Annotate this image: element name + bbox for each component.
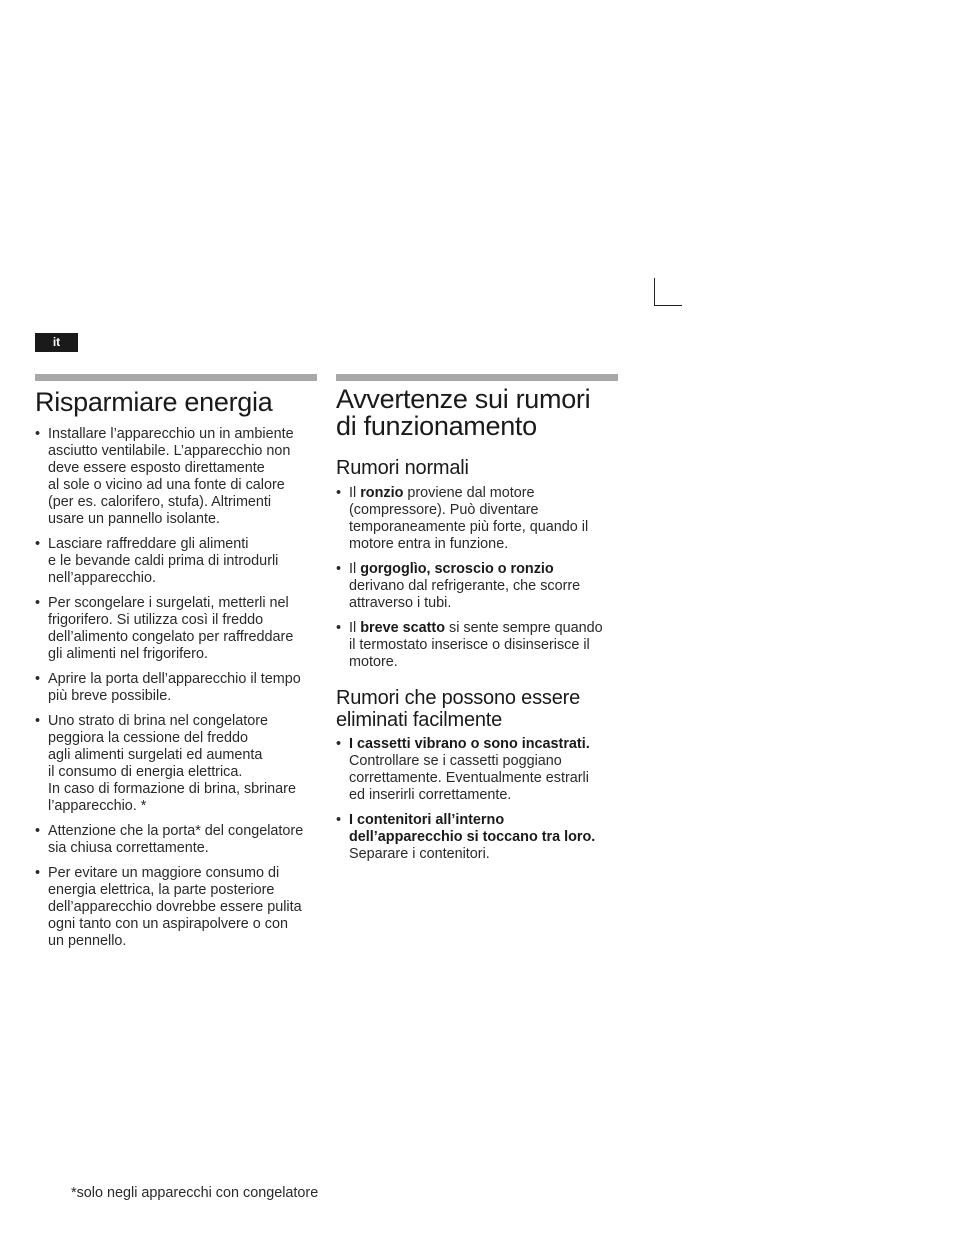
footnote: *solo negli apparecchi con congelatore [71,1185,319,1201]
text-line: • Installare l’apparecchio un in ambiente [48,426,294,442]
text-line: e le bevande caldi prima di introdurli [48,553,279,569]
text-line: l’apparecchio. * [48,798,147,814]
text-fragment: si sente sempre quando [445,620,603,636]
noise-name: breve scatto [360,620,445,636]
text-line: frigorifero. Si utilizza così il freddo [48,612,264,628]
energy-saving-title: Risparmiare energia [35,387,273,417]
text-line: (compressore). Può diventare [349,502,539,518]
list-item [336,736,618,804]
normal-noises-list [336,485,618,671]
text-line: dell’apparecchio si toccano tra loro. [349,829,596,845]
text-line: • Lasciare raffreddare gli alimenti [48,536,249,552]
text-line: ogni tanto con un aspirapolvere o con [48,916,289,932]
text-line: • Attenzione che la porta* del congelatore [48,823,304,839]
normal-noises-heading: Rumori normali [336,457,469,479]
text-line: • I cassetti vibrano o sono incastrati. [349,736,590,752]
list-item [336,812,618,863]
language-badge: it [35,333,78,352]
text-line: • Aprire la porta dell’apparecchio il tempo [48,671,301,687]
noise-name: gorgoglìo, scroscio o ronzio [360,561,554,577]
text-line: peggiora la cessione del freddo [48,730,249,746]
text-line: Controllare se i cassetti poggiano [349,753,562,769]
list-item [35,426,317,528]
list-item [35,671,317,705]
text-line [349,561,618,578]
text-fragment: Il [349,485,361,501]
text-line: asciutto ventilabile. L’apparecchio non [48,443,291,459]
noise-name: ronzio [360,485,404,501]
text-line: più breve possibile. [48,688,172,704]
text-line: sia chiusa correttamente. [48,840,209,856]
text-line: energia elettrica, la parte posteriore [48,882,275,898]
section-rule [35,374,317,381]
text-line: ed inserirli correttamente. [349,787,512,803]
list-item [35,865,317,950]
text-line: usare un pannello isolante. [48,511,221,527]
text-fragment: Il [349,561,361,577]
text-line: motore entra in funzione. [349,536,509,552]
crop-mark [654,278,682,306]
list-item [336,485,618,553]
text-fragment: Il [349,620,361,636]
energy-tips-list [35,426,317,950]
text-line: il consumo di energia elettrica. [48,764,243,780]
list-item [35,595,317,663]
text-fragment: proviene dal motore [403,485,535,501]
noise-title: Avvertenze sui rumori di funzionamento [336,384,591,441]
text-line: dell’alimento congelato per raffreddare [48,629,294,645]
text-line: al sole o vicino ad una fonte di calore [48,477,285,493]
text-line: • Uno strato di brina nel congelatore [48,713,268,729]
text-line: • Per scongelare i surgelati, metterli nel [48,595,289,611]
text-line: attraverso i tubi. [349,595,452,611]
removable-noises-heading: Rumori che possono essere eliminati facilmente [336,687,581,731]
text-line: nell’apparecchio. [48,570,157,586]
text-line [349,620,618,637]
text-line: In caso di formazione di brina, sbrinare [48,781,296,797]
list-item [35,713,317,815]
text-line: (per es. calorifero, stufa). Altrimenti [48,494,272,510]
list-item [35,536,317,587]
noise-section [336,374,618,871]
list-item [336,561,618,612]
text-line: un pennello. [48,933,127,949]
text-line: • Per evitare un maggiore consumo di [48,865,280,881]
removable-noises-list [336,736,618,863]
text-line: il termostato inserisce o disinserisce il [349,637,590,653]
text-line [349,485,618,502]
text-line: derivano dal refrigerante, che scorre [349,578,581,594]
list-item [35,823,317,857]
text-line: deve essere esposto direttamente [48,460,265,476]
list-item [336,620,618,671]
text-line: agli alimenti surgelati ed aumenta [48,747,263,763]
text-line: dell’apparecchio dovrebbe essere pulita [48,899,302,915]
text-line: Separare i contenitori. [349,846,490,862]
energy-saving-section [35,374,317,958]
text-line: gli alimenti nel frigorifero. [48,646,208,662]
section-rule [336,374,618,381]
text-line: correttamente. Eventualmente estrarli [349,770,589,786]
text-line: motore. [349,654,398,670]
text-line: • I contenitori all’interno [349,812,505,828]
text-line: temporaneamente più forte, quando il [349,519,589,535]
